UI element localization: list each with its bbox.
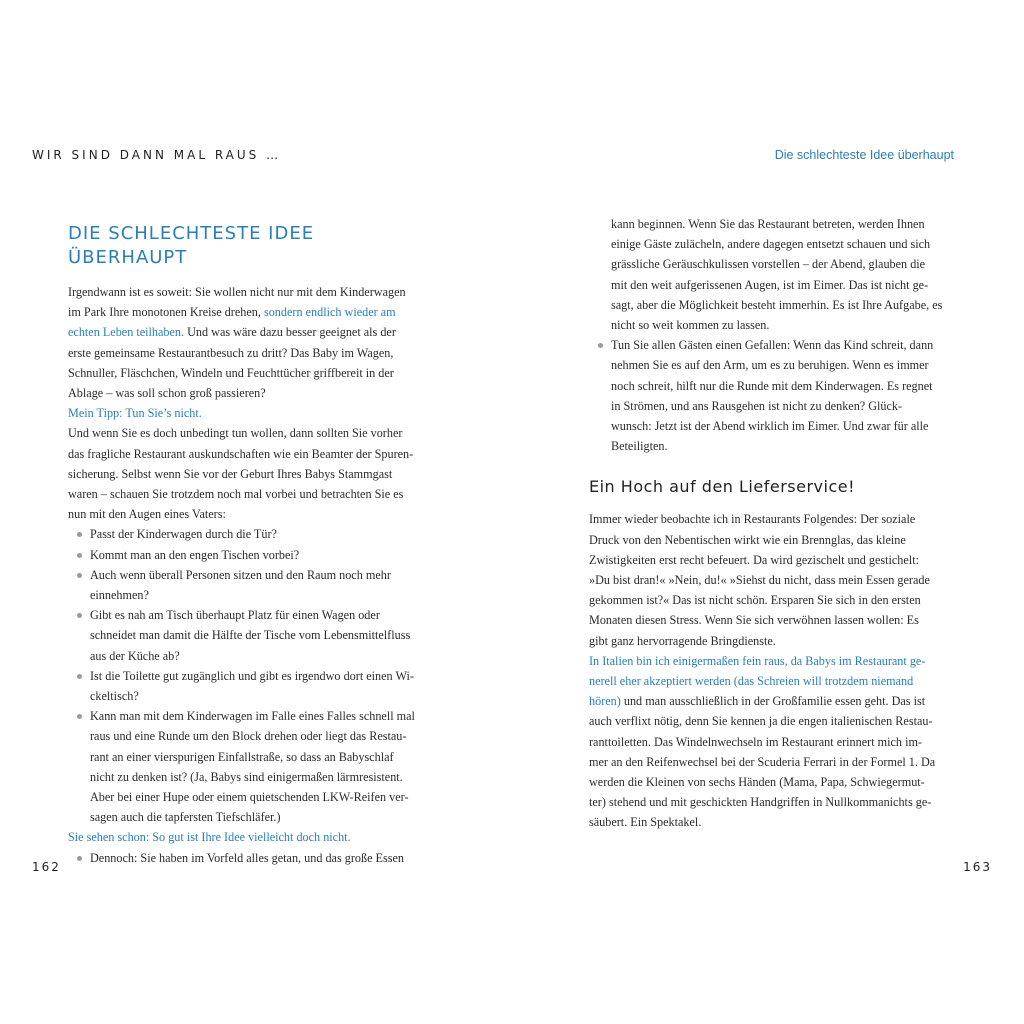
text-line: ranttoiletten. Das Windelnwechseln im Restaurant erinnert mich im- <box>589 734 922 749</box>
text-line: gekommen ist?« Das ist nicht schön. Ersparen Sie sich in den ersten <box>589 593 921 608</box>
text-line: in Strömen, und ans Rausgehen ist nicht zu denken? Glück- <box>611 398 903 413</box>
list-item <box>68 706 438 827</box>
text-line: einige Gäste zulächeln, andere dagegen entsetzt schauen und sich <box>611 237 931 252</box>
list-item <box>68 666 438 706</box>
text-line: Immer wieder beobachte ich in Restaurants Folgendes: Der soziale <box>589 512 916 527</box>
text-line: nicht so weit kommen zu lassen. <box>611 318 770 333</box>
text-segment: im Park Ihre monotonen Kreise drehen, <box>68 305 264 320</box>
checklist <box>68 524 438 827</box>
running-header-left: WIR SIND DANN MAL RAUS … <box>32 148 282 162</box>
text-line: Kann man mit dem Kinderwagen im Falle eines Falles schnell mal <box>90 709 415 724</box>
text-segment: und man ausschließlich in der Großfamilie essen geht. Das ist <box>620 694 926 709</box>
list-item <box>68 565 438 605</box>
text-line: Schnuller, Fläschchen, Windeln und Feuchttücher griffbereit in der <box>68 365 394 380</box>
list-item <box>68 524 438 544</box>
text-line <box>589 691 959 711</box>
text-line: Auch wenn überall Personen sitzen und den Raum noch mehr <box>90 567 391 582</box>
section-paragraph <box>589 509 959 650</box>
text-segment: Und was wäre dazu besser geeignet als der <box>184 325 396 340</box>
italy-paragraph <box>589 651 959 833</box>
page-number-right: 163 <box>963 860 992 874</box>
text-line: Dennoch: Sie haben im Vorfeld alles getan, und das große Essen <box>90 850 404 865</box>
left-page <box>68 222 438 868</box>
text-line: sagen auch die tapfersten Tiefschläfer.) <box>90 810 281 825</box>
running-header-right: Die schlechteste Idee überhaupt <box>774 148 954 162</box>
text-line: nun mit den Augen eines Vaters: <box>68 507 226 522</box>
text-line: Und wenn Sie es doch unbedingt tun wollen, dann sollten Sie vorher <box>68 426 403 441</box>
tip-line: Mein Tipp: Tun Sie’s nicht. <box>68 406 202 421</box>
list-item <box>68 848 438 868</box>
text-line: wunsch: Jetzt ist der Abend wirklich im Eimer. Und zwar für alle <box>611 419 929 434</box>
text-line: Tun Sie allen Gästen einen Gefallen: Wenn das Kind schreit, dann <box>611 338 934 353</box>
text-line: werden die Kleinen von sechs Händen (Mama, Papa, Schwiegermut- <box>589 775 925 790</box>
highlight-line: In Italien bin ich einigermaßen fein raus, da Babys im Restaurant ge- <box>589 653 926 668</box>
text-line: mer an den Reifenwechsel bei der Scuderia Ferrari in der Formel 1. Da <box>589 754 936 769</box>
list-item <box>68 605 438 666</box>
continued-list <box>68 848 438 868</box>
text-line: sicherung. Selbst wenn Sie vor der Geburt Ihres Babys Stammgast <box>68 466 393 481</box>
text-line: ckeltisch? <box>90 689 139 704</box>
text-line: sagt, aber die Möglichkeit besteht immerhin. Es ist Ihre Aufgabe, es <box>611 297 943 312</box>
text-line: waren – schauen Sie trotzdem noch mal vorbei und betrachten Sie es <box>68 487 404 502</box>
text-line: Druck von den Nebentischen wirkt wie ein Brennglas, das kleine <box>589 532 906 547</box>
text-line: Zwistigkeiten erst recht befeuert. Da wird gezischelt und gestichelt: <box>589 552 919 567</box>
text-line: ter) stehend und mit geschickten Handgriffen in Nullkommanichts ge- <box>589 795 932 810</box>
text-line: rant an einer vierspurigen Einfallstraße, so dass an Babyschlaf <box>90 749 394 764</box>
text-line: auch verflixt nötig, denn Sie kennen ja die engen italienischen Restau- <box>589 714 933 729</box>
text-line: Aber bei einer Hupe oder einem quietschenden LKW-Reifen ver- <box>90 790 409 805</box>
text-line: säubert. Ein Spektakel. <box>589 815 702 830</box>
list-item <box>589 335 959 456</box>
text-line: das fragliche Restaurant auskundschaften wie ein Beamter der Spuren- <box>68 446 414 461</box>
text-line: Kommt man an den engen Tischen vorbei? <box>90 547 300 562</box>
text-line: Beteiligten. <box>611 439 668 454</box>
section-title: Ein Hoch auf den Lieferservice! <box>589 477 855 497</box>
text-line: gibt ganz hervorragende Bringdienste. <box>589 633 776 648</box>
second-paragraph <box>68 423 438 524</box>
text-line: Ablage – was soll schon groß passieren? <box>68 386 266 401</box>
highlight-text: echten Leben teilhaben. <box>68 325 185 340</box>
conclusion-line: Sie sehen schon: So gut ist Ihre Idee vielleicht doch nicht. <box>68 830 351 845</box>
text-line: »Du bist dran!« »Nein, du!« »Siehst du nicht, dass mein Essen gerade <box>589 573 930 588</box>
chapter-title: DIE SCHLECHTESTE IDEE ÜBERHAUPT <box>68 223 315 268</box>
right-page <box>589 214 959 833</box>
highlight-line: nerell eher akzeptiert werden (das Schreien will trotzdem niemand <box>589 674 914 689</box>
text-line: Irgendwann ist es soweit: Sie wollen nicht nur mit dem Kinderwagen <box>68 285 406 299</box>
text-line: aus der Küche ab? <box>90 648 180 663</box>
page-number-left: 162 <box>32 860 61 874</box>
text-line <box>68 322 438 342</box>
highlight-text: hören) <box>589 694 621 709</box>
text-line: einnehmen? <box>90 588 149 603</box>
text-line: nicht zu denken ist? (Ja, Babys sind einigermaßen lärmresistent. <box>90 769 403 784</box>
text-line: Ist die Toilette gut zugänglich und gibt es irgendwo dort einen Wi- <box>90 668 414 683</box>
list-item <box>68 545 438 565</box>
text-line: raus und eine Runde um den Block drehen oder liegt das Restau- <box>90 729 407 744</box>
intro-paragraph <box>68 282 438 403</box>
text-line: Gibt es nah am Tisch überhaupt Platz für einen Wagen oder <box>90 608 380 623</box>
highlight-text: sondern endlich wieder am <box>263 305 396 320</box>
text-line: schneidet man damit die Hälfte der Tische vom Lebensmittelfluss <box>90 628 411 643</box>
continued-bullet-text <box>589 214 959 335</box>
text-line: grässliche Geräuschkulissen vorstellen – der Abend, glauben die <box>611 257 926 272</box>
text-line: Monaten diesen Stress. Wenn Sie sich verwöhnen lassen wollen: Es <box>589 613 919 628</box>
text-line: noch schreit, hilft nur die Runde mit dem Kinderwagen. Es regnet <box>611 378 933 393</box>
text-line: mit den weit aufgerissenen Augen, ist im Eimer. Das ist nicht ge- <box>611 277 929 292</box>
text-line: erste gemeinsame Restaurantbesuch zu dritt? Das Baby im Wagen, <box>68 345 394 360</box>
text-line: Passt der Kinderwagen durch die Tür? <box>90 527 277 542</box>
advice-list <box>589 335 959 456</box>
text-line <box>68 302 438 322</box>
text-line: nehmen Sie es auf den Arm, um es zu beruhigen. Wenn es immer <box>611 358 929 373</box>
text-line: kann beginnen. Wenn Sie das Restaurant betreten, werden Ihnen <box>611 217 925 231</box>
